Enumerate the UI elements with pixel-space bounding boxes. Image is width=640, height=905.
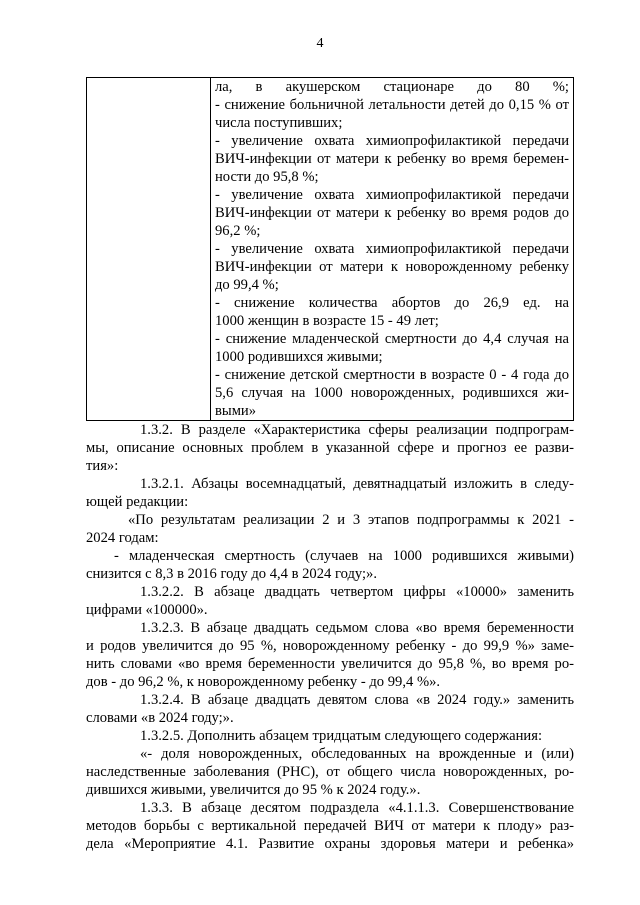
paragraph-line: 1.3.2. В разделе «Характеристика сферы реализации подпрограм- [140, 422, 574, 438]
paragraph-line: дела «Мероприятие 4.1. Развитие охраны здоровья матери и ребенка» [86, 836, 574, 852]
paragraph-line: мы, описание основных проблем в указанной сфере и прогноз ее разви- [86, 440, 574, 456]
indicators-cell [211, 78, 574, 421]
paragraph-line: словами «в 2024 году;». [86, 710, 234, 726]
paragraph-line: «По результатам реализации 2 и 3 этапов подпрограммы к 2021 - [128, 512, 574, 528]
cell-line: ности до 95,8 %; [215, 169, 319, 185]
paragraph-line: 2024 годам: [86, 530, 159, 546]
paragraph-line: дов - до 96,2 %, к новорожденному ребенку - до 99,4 %». [86, 674, 441, 690]
cell-line: выми» [215, 403, 257, 419]
paragraph-line: - младенческая смертность (случаев на 1000 родившихся живыми) [114, 548, 574, 564]
paragraph-line: снизится с 8,3 в 2016 году до 4,4 в 2024 году;». [86, 566, 377, 582]
paragraph-line: 1.3.2.4. В абзаце двадцать девятом слова «в 2024 году.» заменить [140, 692, 574, 708]
paragraph-line: наследственные заболевания (РНС), от общего числа новорожденных, ро- [86, 764, 574, 780]
table-row [87, 78, 574, 421]
paragraph-line: 1.3.2.5. Дополнить абзацем тридцатым следующего содержания: [140, 728, 543, 744]
continued-table [86, 77, 574, 421]
cell-line: - увеличение охвата химиопрофилактикой передачи [215, 241, 569, 257]
cell-line: числа поступивших; [215, 115, 343, 131]
document-body [86, 421, 574, 853]
paragraph-line: 1.3.2.1. Абзацы восемнадцатый, девятнадцатый изложить в следу- [140, 476, 574, 492]
paragraph-line: 1.3.2.2. В абзаце двадцать четвертом цифры «10000» заменить [140, 584, 574, 600]
page-number: 4 [316, 36, 324, 51]
empty-cell [87, 78, 211, 421]
paragraph-line: дившихся живыми, увеличится до 95 % к 2024 году.». [86, 782, 421, 798]
cell-line: ВИЧ-инфекции от матери к новорожденному ребенку [215, 259, 569, 275]
cell-line: - снижение младенческой смертности до 4,4 случая на [215, 331, 569, 347]
paragraph-line: тия»: [86, 458, 119, 474]
cell-line: - увеличение охвата химиопрофилактикой передачи [215, 133, 569, 149]
paragraph-line: и родов увеличится до 95 %, новорожденному ребенку - до 99,9 %» заме- [86, 638, 574, 654]
cell-line: 5,6 случая на 1000 новорожденных, родившихся жи- [215, 385, 569, 401]
cell-line: ВИЧ-инфекции от матери к ребенку во время беремен- [215, 151, 569, 167]
paragraph-line: 1.3.3. В абзаце десятом подраздела «4.1.1.3. Совершенствование [140, 800, 574, 816]
cell-line: 96,2 %; [215, 223, 261, 239]
cell-line: 1000 родившихся живыми; [215, 349, 383, 365]
cell-line: - увеличение охвата химиопрофилактикой передачи [215, 187, 569, 203]
paragraph-line: методов борьбы с вертикальной передачей ВИЧ от матери к плоду» раз- [86, 818, 574, 834]
paragraph-line: цифрами «100000». [86, 602, 208, 618]
paragraph-line: «- доля новорожденных, обследованных на врожденные и (или) [140, 746, 574, 762]
cell-line: до 99,4 %; [215, 277, 279, 293]
paragraph-line: 1.3.2.3. В абзаце двадцать седьмом слова «во время беременности [140, 620, 574, 636]
cell-line: - снижение количества абортов до 26,9 ед. на [215, 295, 569, 311]
cell-line: ВИЧ-инфекции от матери к ребенку во время родов до [215, 205, 569, 221]
cell-line: - снижение больничной летальности детей до 0,15 % от [215, 97, 569, 113]
cell-line: - снижение детской смертности в возрасте 0 - 4 года до [215, 367, 569, 383]
paragraph-line: ющей редакции: [86, 494, 189, 510]
cell-line: ла, в акушерском стационаре до 80 %; [215, 79, 569, 95]
cell-line: 1000 женщин в возрасте 15 - 49 лет; [215, 313, 439, 329]
paragraph-line: нить словами «во время беременности увеличится до 95,8 %, во время ро- [86, 656, 574, 672]
